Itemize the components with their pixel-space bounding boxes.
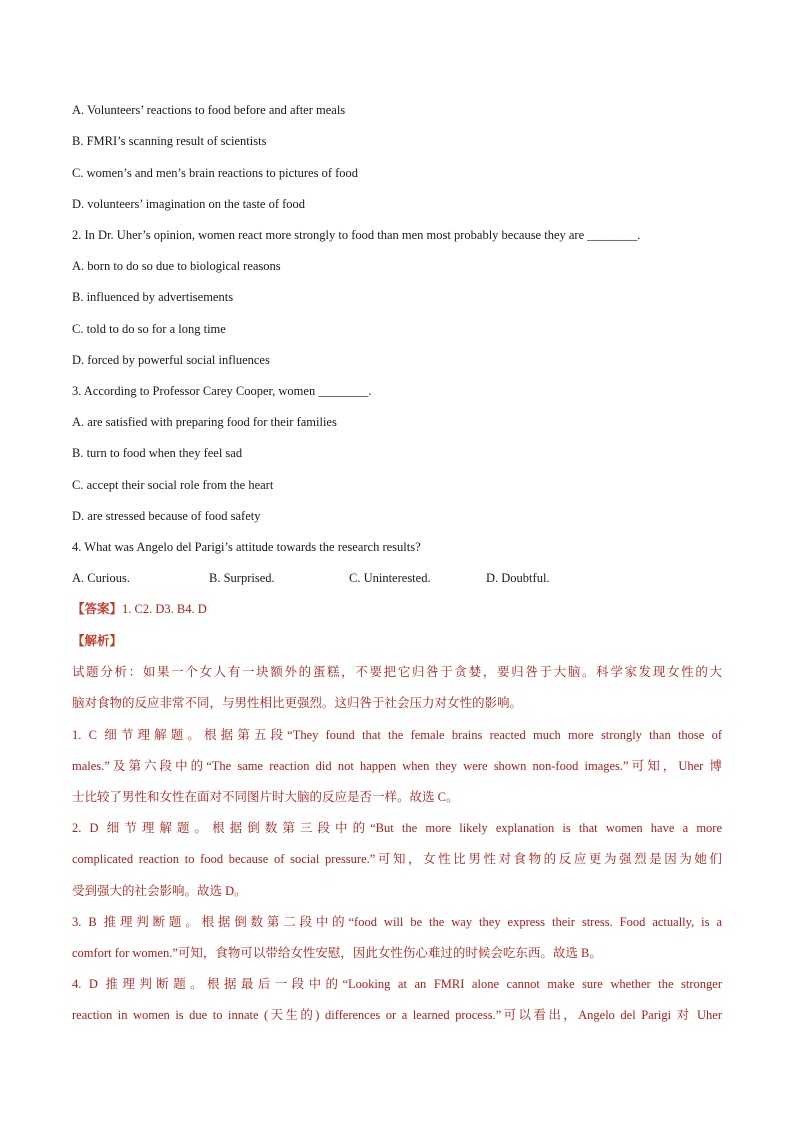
q1-option-d: D. volunteers’ imagination on the taste of food [72,197,306,211]
analysis-line: 试题分析：如果一个女人有一块额外的蛋糕，不要把它归咎于贪婪，要归咎于大脑。科学家发现女性的大 [72,665,722,679]
q4-option-d: D. Doubtful. [486,571,550,585]
analysis-line: 1. C 细节理解题。根据第五段“They found that the female brains reacted much more strongly than those of [72,728,722,742]
q3-option-c: C. accept their social role from the heart [72,478,274,492]
q2-option-d: D. forced by powerful social influences [72,353,270,367]
analysis-line: 2. D 细节理解题。根据倒数第三段中的“But the more likely explanation is that women have a more [72,821,722,835]
answer-text: 1. C2. D3. B4. D [122,602,207,616]
analysis-line: 4. D 推理判断题。根据最后一段中的“Looking at an FMRI alone cannot make sure whether the stronger [72,977,722,991]
analysis-line: complicated reaction to food because of social pressure.”可知，女性比男性对食物的反应更为强烈是因为她们 [72,852,722,866]
analysis-line: 士比较了男性和女性在面对不同图片时大脑的反应是否一样。故选 C。 [72,790,459,804]
analysis-line: comfort for women.”可知，食物可以带给女性安慰，因此女性伤心难过的时候会吃东西。故选 B。 [72,946,602,960]
analysis-line: reaction in women is due to innate (天生的) differences or a learned process.”可以看出，Angelo del Parigi 对 Uher [72,1008,722,1022]
q4-stem: 4. What was Angelo del Parigi’s attitude towards the research results? [72,540,421,554]
q2-option-c: C. told to do so for a long time [72,322,226,336]
analysis-line: 受到强大的社会影响。故选 D。 [72,884,247,898]
q3-option-a: A. are satisfied with preparing food for their families [72,415,337,429]
q3-option-d: D. are stressed because of food safety [72,509,261,523]
answer-label: 【答案】 [72,602,123,616]
q2-stem: 2. In Dr. Uher’s opinion, women react more strongly to food than men most probably because they are ________. [72,228,641,242]
q4-option-c: C. Uninterested. [349,571,431,585]
q4-option-a: A. Curious. [72,571,130,585]
analysis-line: males.”及第六段中的“The same reaction did not happen when they were shown non-food images.”可知，Uher 博 [72,759,722,773]
q1-option-a: A. Volunteers’ reactions to food before and after meals [72,103,346,117]
q1-option-c: C. women’s and men’s brain reactions to pictures of food [72,166,359,180]
analysis-label: 【解析】 [72,634,123,648]
q2-option-a: A. born to do so due to biological reasons [72,259,281,273]
q4-option-b: B. Surprised. [209,571,275,585]
q1-option-b: B. FMRI’s scanning result of scientists [72,134,267,148]
answer-line [72,601,722,617]
analysis-line: 脑对食物的反应非常不同，与男性相比更强烈。这归咎于社会压力对女性的影响。 [72,696,523,710]
q2-option-b: B. influenced by advertisements [72,290,234,304]
analysis-line: 3. B 推理判断题。根据倒数第二段中的“food will be the way they express their stress. Food actually, is a [72,915,722,929]
q3-option-b: B. turn to food when they feel sad [72,446,243,460]
q3-stem: 3. According to Professor Carey Cooper, women ________. [72,384,372,398]
